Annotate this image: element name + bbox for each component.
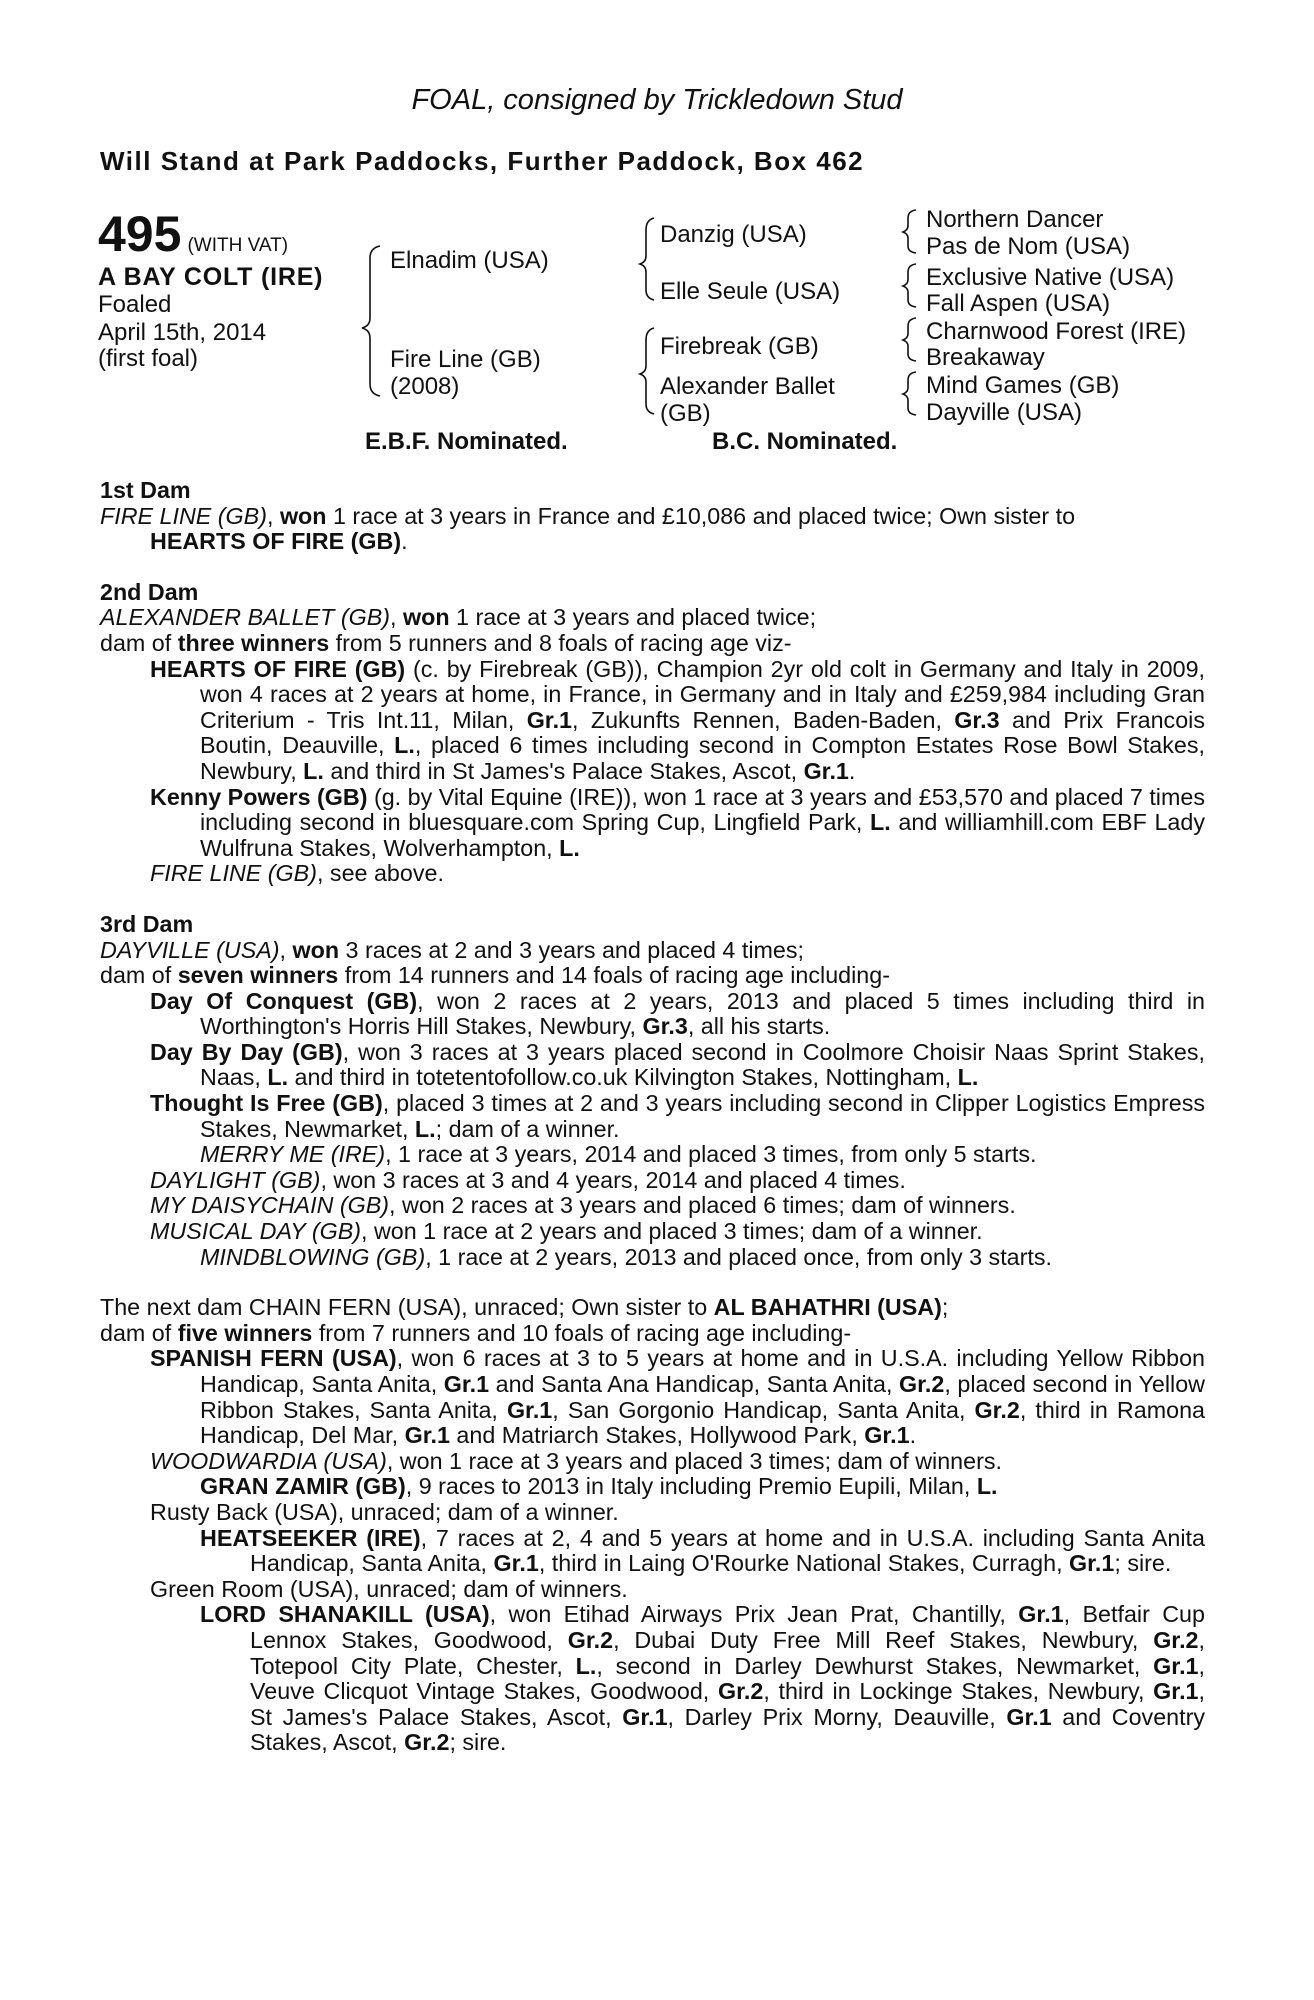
produce-merry-me: MERRY ME (IRE), 1 race at 3 years, 2014 and placed 3 times, from only 5 starts. bbox=[200, 1141, 1037, 1168]
produce-hearts-of-fire: HEARTS OF FIRE (GB) (c. by Firebreak (GB)), Champion 2yr old colt in Germany and Italy in 2009, won 4 races at 2 years at home, in France, in Germany and in Italy and £259,984 including Gran Criterium - Tris Int.11, Milan, Gr.1, Zukunfts Rennen, Baden-Baden, Gr.3 and Prix Francois Boutin, Deauville, L., placed 6 times including second in Compton Estates Rose Bowl Stakes, Newbury, L. and third in St James's Palace Stakes, Ascot, Gr.1. bbox=[150, 655, 1205, 784]
brace-gen3-3 bbox=[903, 318, 916, 361]
second-dam-text: ALEXANDER BALLET (GB), won 1 race at 3 years and placed twice; bbox=[100, 604, 817, 631]
brace-gen3-4 bbox=[903, 372, 916, 415]
g3-5: Charnwood Forest (IRE) bbox=[926, 318, 1187, 345]
foaled-date: April 15th, 2014 bbox=[98, 319, 267, 346]
third-dam-text: DAYVILLE (USA), won 3 races at 2 and 3 years and placed 4 times; bbox=[100, 936, 804, 963]
g3-2: Pas de Nom (USA) bbox=[926, 233, 1131, 260]
produce-day-by-day: Day By Day (GB), won 3 races at 3 years placed second in Coolmore Choisir Naas Sprint Stakes, Naas, L. and third in totetentofollow.co.uk Kilvington Stakes, Nottingham, L. bbox=[150, 1038, 1205, 1091]
g3-1: Northern Dancer bbox=[926, 206, 1104, 233]
produce-spanish-fern: SPANISH FERN (USA), won 6 races at 3 to 5 years at home and in U.S.A. including Yellow Ribbon Handicap, Santa Anita, Gr.1 and Santa Ana Handicap, Santa Anita, Gr.2, placed second in Yellow Ribbon Stakes, Santa Anita, Gr.1, San Gorgonio Handicap, Santa Anita, Gr.2, third in Ramona Handicap, Del Mar, Gr.1 and Matriarch Stakes, Hollywood Park, Gr.1. bbox=[150, 1345, 1205, 1449]
produce-kenny-powers: Kenny Powers (GB) (g. by Vital Equine (IRE)), won 1 race at 3 years and £53,570 and placed 7 times including second in bluesquare.com Spring Cup, Lingfield Park, L. and williamhill.com EBF Lady Wulfruna Stakes, Wolverhampton, L. bbox=[150, 783, 1205, 861]
produce-fire-line: FIRE LINE (GB), see above. bbox=[150, 860, 444, 887]
dam-sire: Firebreak (GB) bbox=[660, 333, 819, 360]
dam-dam-line1: Alexander Ballet bbox=[660, 373, 835, 400]
foaled-label: Foaled bbox=[98, 291, 172, 318]
vat-label: (WITH VAT) bbox=[187, 235, 289, 256]
produce-musical-day: MUSICAL DAY (GB), won 1 race at 2 years and placed 3 times; dam of a winner. bbox=[150, 1218, 983, 1245]
produce-rusty-back: Rusty Back (USA), unraced; dam of a winner. bbox=[150, 1498, 619, 1525]
sire-name: Elnadim (USA) bbox=[390, 247, 549, 274]
g3-3: Exclusive Native (USA) bbox=[926, 264, 1175, 291]
brace-gen2-sire bbox=[640, 218, 654, 300]
third-dam-summary: dam of seven winners from 14 runners and 14 foals of racing age including- bbox=[100, 962, 890, 989]
produce-heatseeker: HEATSEEKER (IRE), 7 races at 2, 4 and 5 years at home and in U.S.A. including Santa Anita Handicap, Santa Anita, Gr.1, third in Laing O'Rourke National Stakes, Curragh, Gr.1; sire. bbox=[200, 1524, 1205, 1577]
produce-mindblowing: MINDBLOWING (GB), 1 race at 2 years, 2013 and placed once, from only 3 starts. bbox=[200, 1243, 1052, 1270]
produce-thought-is-free: Thought Is Free (GB), placed 3 times at 2 and 3 years including second in Clipper Logistics Empress Stakes, Newmarket, L.; dam of a winner. bbox=[150, 1090, 1205, 1142]
produce-gran-zamir: GRAN ZAMIR (GB), 9 races to 2013 in Italy including Premio Eupili, Milan, L. bbox=[200, 1473, 998, 1500]
stand-location: Will Stand at Park Paddocks, Further Paddock, Box 462 bbox=[100, 146, 865, 176]
lot-number: 495 bbox=[98, 206, 182, 262]
first-dam-sister: HEARTS OF FIRE (GB). bbox=[150, 528, 408, 555]
g3-7: Mind Games (GB) bbox=[926, 372, 1120, 399]
g3-6: Breakaway bbox=[926, 344, 1045, 371]
first-foal-note: (first foal) bbox=[98, 345, 199, 372]
g3-4: Fall Aspen (USA) bbox=[926, 290, 1111, 317]
dam-dam-line2: (GB) bbox=[660, 400, 711, 427]
third-dam-heading: 3rd Dam bbox=[100, 910, 194, 937]
produce-my-daisychain: MY DAISYCHAIN (GB), won 2 races at 3 years and placed 6 times; dam of winners. bbox=[150, 1192, 1016, 1219]
produce-lord-shanakill: LORD SHANAKILL (USA), won Etihad Airways Prix Jean Prat, Chantilly, Gr.1, Betfair Cup Lennox Stakes, Goodwood, Gr.2, Dubai Duty Free Mill Reef Stakes, Newbury, Gr.2, Totepool City Plate, Chester, L., second in Darley Dewhurst Stakes, Newmarket, Gr.1, Veuve Clicquot Vintage Stakes, Goodwood, Gr.2, third in Lockinge Stakes, Newbury, Gr.1, St James's Palace Stakes, Ascot, Gr.1, Darley Prix Morny, Deauville, Gr.1 and Coventry Stakes, Ascot, Gr.2; sire. bbox=[200, 1601, 1206, 1756]
brace-gen1 bbox=[362, 246, 380, 396]
produce-woodwardia: WOODWARDIA (USA), won 1 race at 3 years and placed 3 times; dam of winners. bbox=[150, 1447, 1002, 1474]
pedigree-notes bbox=[100, 478, 1205, 1756]
brace-gen3-2 bbox=[903, 264, 916, 307]
produce-daylight: DAYLIGHT (GB), won 3 races at 3 and 4 years, 2014 and placed 4 times. bbox=[150, 1166, 906, 1193]
dam-year: (2008) bbox=[390, 373, 460, 400]
page-title: FOAL, consigned by Trickledown Stud bbox=[411, 84, 903, 116]
ebf-nominated: E.B.F. Nominated. bbox=[365, 428, 568, 455]
brace-gen2-dam bbox=[640, 328, 654, 414]
produce-day-of-conquest: Day Of Conquest (GB), won 2 races at 2 years, 2013 and placed 5 times including third in Worthington's Horris Hill Stakes, Newbury, Gr.3, all his starts. bbox=[150, 987, 1205, 1040]
first-dam-heading: 1st Dam bbox=[100, 477, 191, 503]
g3-8: Dayville (USA) bbox=[926, 399, 1083, 426]
sire-sire: Danzig (USA) bbox=[660, 221, 807, 248]
lot-name: A BAY COLT (IRE) bbox=[98, 263, 324, 291]
second-dam-heading: 2nd Dam bbox=[100, 578, 199, 605]
first-dam-text: FIRE LINE (GB), won 1 race at 3 years in France and £10,086 and placed twice; Own sister to bbox=[100, 502, 1076, 529]
bc-nominated: B.C. Nominated. bbox=[712, 428, 898, 455]
next-dam-summary: dam of five winners from 7 runners and 10 foals of racing age including- bbox=[100, 1319, 852, 1346]
second-dam-summary: dam of three winners from 5 runners and 8 foals of racing age viz- bbox=[100, 629, 792, 656]
brace-gen3-1 bbox=[903, 210, 916, 253]
next-dam-text: The next dam CHAIN FERN (USA), unraced; Own sister to AL BAHATHRI (USA); bbox=[100, 1294, 949, 1321]
dam-name: Fire Line (GB) bbox=[390, 346, 541, 373]
produce-green-room: Green Room (USA), unraced; dam of winners. bbox=[150, 1575, 628, 1602]
sire-dam: Elle Seule (USA) bbox=[660, 278, 841, 305]
